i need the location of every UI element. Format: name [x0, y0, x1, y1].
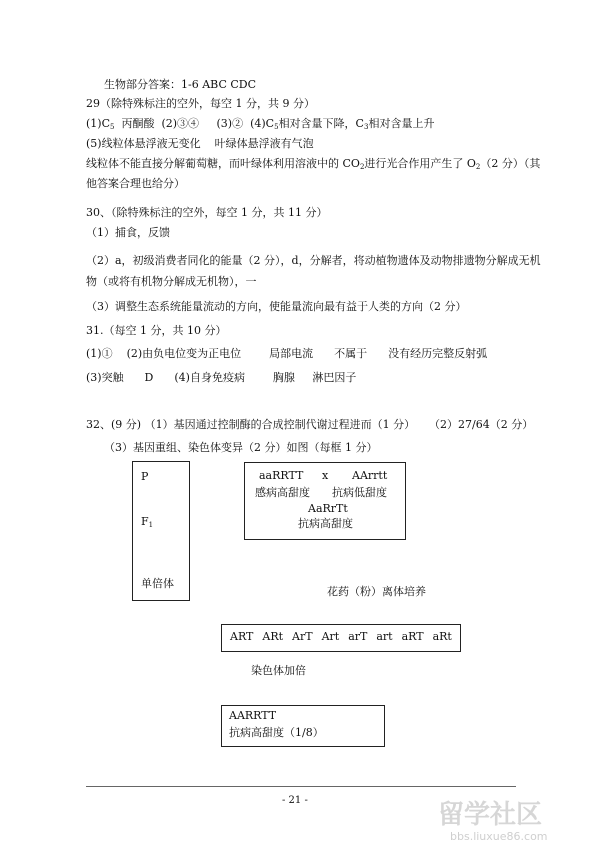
f1-genotype: AaRrTt: [308, 502, 348, 515]
label-f1: [141, 515, 153, 532]
q29-l1a-sub: 5: [110, 123, 115, 131]
gamete-4: Art: [321, 630, 340, 643]
watermark-url: bbs.liuxue86.com: [450, 830, 548, 843]
q29-l1b: 丙酮酸 (2)③④ (3)② (4)C: [114, 117, 275, 130]
gamete-6: art: [376, 630, 393, 643]
q31-line2: (3)突触 D (4)自身免疫病 胸腺 淋巴因子: [86, 371, 357, 384]
gamete-8: aRt: [432, 630, 452, 643]
result-phenotype: 抗病高甜度（1/8）: [229, 726, 324, 739]
q32-line1: 32、(9 分) （1）基因通过控制酶的合成控制代谢过程进而（1 分） （2）27/64（2 分）: [86, 418, 534, 431]
q29-l3b: 进行光合作用产生了 O: [364, 157, 476, 170]
label-f-sub: 1: [148, 521, 154, 529]
cross-right-phenotype: 抗病低甜度: [332, 486, 387, 499]
q30-line1: （1）捕食，反馈: [86, 226, 170, 239]
gamete-1: ART: [230, 630, 254, 643]
cross-symbol: x: [322, 469, 329, 482]
q29-line2: (5)线粒体悬浮液无变化 叶绿体悬浮液有气泡: [86, 137, 314, 150]
label-haploid: 单倍体: [141, 577, 174, 590]
q29-line1: [86, 117, 434, 134]
q29-l1a: (1)C: [86, 117, 110, 130]
q32-line2: （3）基因重组、染色体变异（2 分）如图（每框 1 分）: [104, 441, 378, 454]
q29-l3a-sub: 2: [359, 163, 365, 171]
gamete-5: arT: [348, 630, 368, 643]
q29-l1e-sub: 3: [363, 123, 369, 131]
q29-l1f: 相对含量上升: [368, 117, 435, 130]
answer-header: 生物部分答案：1-6 ABC CDC: [104, 78, 257, 91]
watermark-logo: 留学社区: [438, 800, 543, 830]
q29-l3a: 线粒体不能直接分解葡萄糖，而叶绿体利用溶液中的 CO: [86, 157, 360, 170]
label-f: F: [141, 515, 149, 528]
gamete-7: aRT: [401, 630, 424, 643]
q30-line3: 物（或将有机物分解成无机物），一: [86, 275, 257, 288]
q29-l1c-sub: 5: [274, 123, 279, 131]
q31-line1: (1)① (2)由负电位变为正电位 局部电流 不属于 没有经历完整反射弧: [86, 347, 488, 360]
q30-line4: （3）调整生态系统能量流动的方向，使能量流向最有益于人类的方向（2 分）: [86, 300, 467, 313]
anther-culture-label: 花药（粉）离体培养: [327, 585, 426, 598]
q30-title: 30、（除特殊标注的空外，每空 1 分，共 11 分）: [86, 206, 328, 219]
q29-line4: 他答案合理也给分）: [86, 177, 185, 190]
q30-line2: （2）a，初级消费者同化的能量（2 分），d，分解者，将动植物遗体及动物排遗物分解成无机: [86, 254, 541, 267]
q29-l3c: （2 分）（其: [480, 157, 541, 170]
gamete-list: [230, 630, 452, 644]
cross-left-genotype: aaRRTT: [259, 469, 304, 482]
q29-l1d: 相对含量下降，C: [278, 117, 364, 130]
f1-phenotype: 抗病高甜度: [298, 517, 353, 530]
cross-left-phenotype: 感病高甜度: [255, 486, 310, 499]
q31-title: 31.（每空 1 分，共 10 分）: [86, 324, 227, 337]
q29-l3b-sub: 2: [475, 163, 481, 171]
footer-rule: [86, 786, 516, 787]
q29-line3: [86, 157, 540, 174]
label-p: P: [141, 470, 149, 483]
result-genotype: AARRTT: [229, 709, 277, 722]
q29-title: 29（除特殊标注的空外，每空 1 分，共 9 分）: [86, 97, 315, 110]
chromosome-doubling-label: 染色体加倍: [251, 664, 306, 677]
cross-right-genotype: AArrtt: [352, 469, 388, 482]
page-number: - 21 -: [282, 795, 308, 806]
gamete-3: ArT: [292, 630, 313, 643]
gamete-2: ARt: [262, 630, 284, 643]
